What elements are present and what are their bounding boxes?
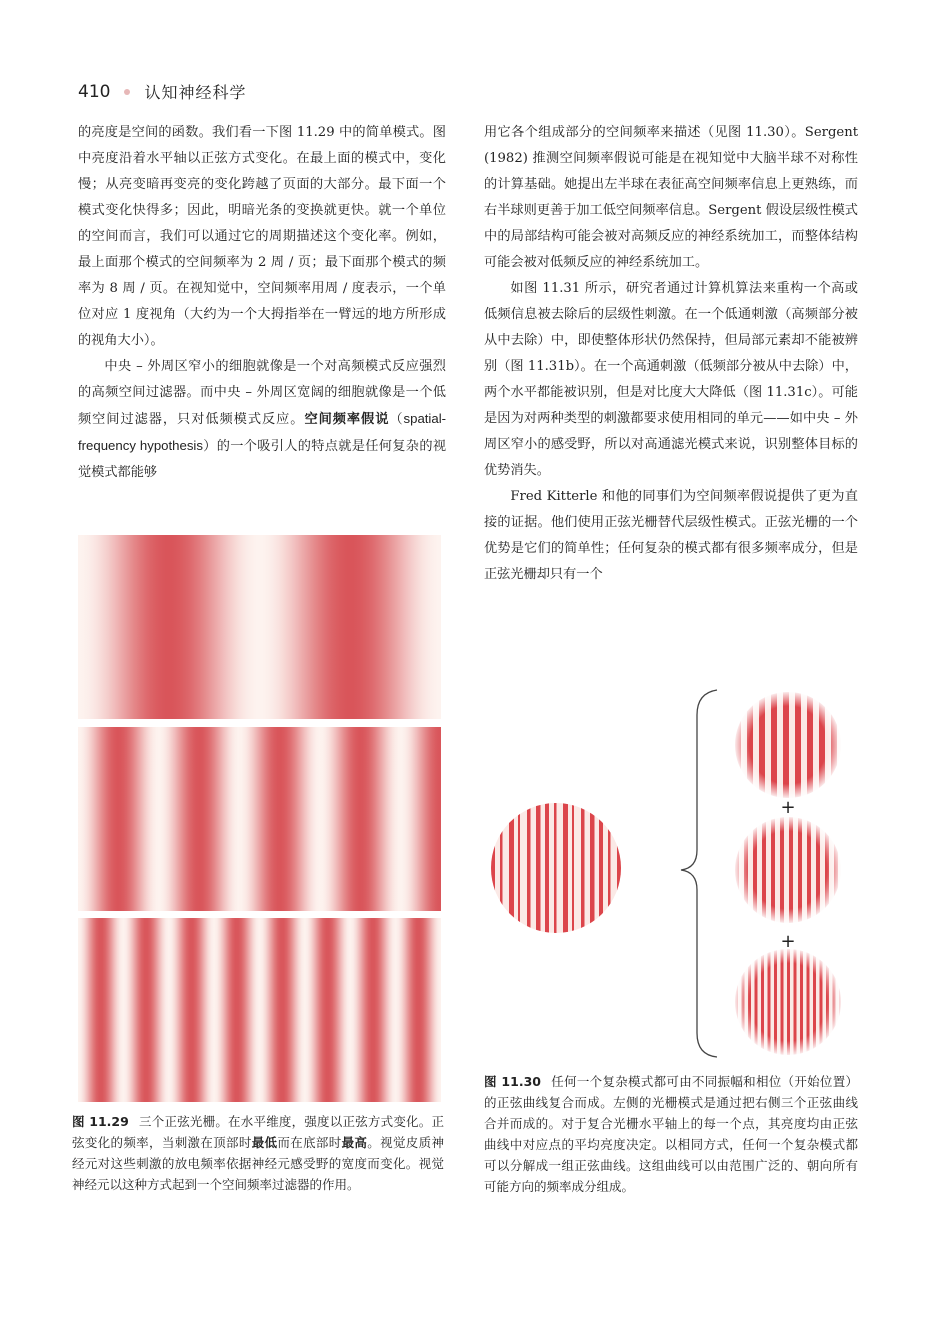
- caption-29-highest: 最高: [341, 1135, 368, 1150]
- grating-stripe: [545, 685, 549, 1063]
- low-frequency-grating: [78, 535, 441, 719]
- grating-stripe: [599, 685, 603, 1063]
- spatial-frequency-english: （spatial-frequency hypothesis）: [78, 411, 447, 453]
- grating-stripe: [617, 685, 622, 1063]
- book-title: 认知神经科学: [144, 83, 247, 102]
- grating-stripe: [527, 685, 531, 1063]
- figure-11-30-diagram: [485, 685, 855, 1063]
- figure-11-30-caption: [484, 1071, 858, 1197]
- grating-stripe: [518, 685, 520, 1063]
- plus-sign-2: +: [780, 931, 796, 952]
- left-paragraph-1: 的亮度是空间的函数。我们看一下图 11.29 中的简单模式。图中亮度沿着水平轴以正弦方式变化。在最上面的模式中，变化慢；从亮变暗再变亮的变化跨越了页面的大部分。最下面一个模式变化快得多；因此，明暗光条的变换就更快。就一个单位的空间而言，我们可以通过它的周期描述这个变化率。例如，最上面那个模式的空间频率为 2 周 / 页；最下面那个模式的频率为 8 周 / 页。在视知觉中，空间频率用周 / 度表示，一个单位对应 1 度视角（大约为一个大拇指举在一臂远的地方所形成的视角大小）。: [78, 125, 446, 348]
- caption-29-lowest: 最低: [251, 1135, 278, 1150]
- figure-11-30-label: 图 11.30: [484, 1074, 541, 1089]
- grating-stripe: [509, 685, 514, 1063]
- fade-overlay-1: [734, 691, 842, 799]
- high-frequency-grating-fill: [78, 918, 441, 1102]
- caption-29-part-b: 而在底部时: [277, 1135, 342, 1150]
- fade-overlay-3: [734, 948, 842, 1056]
- figure-11-29-caption: [72, 1111, 444, 1195]
- caption-30-text: 任何一个复杂模式都可由不同振幅和相位（开始位置）的正弦曲线复合而成。左侧的光栅模式是通过把右侧三个正弦曲线合并而成的。对于复合光栅水平轴上的每一个点，其亮度均由正弦曲线中对应点的平均亮度决定。以相同方式，任何一个复杂模式都可以分解成一组正弦曲线。这组曲线可以由范围广泛的、朝向所有可能方向的频率成分组成。: [484, 1074, 858, 1194]
- left-column-text: [78, 120, 446, 486]
- high-frequency-grating: [78, 918, 441, 1102]
- medium-frequency-grating: [78, 727, 441, 911]
- page-header: [78, 80, 246, 103]
- figure-11-29-label: 图 11.29: [72, 1114, 129, 1129]
- grating-stripe: [536, 685, 541, 1063]
- spatial-frequency-term: 空间频率假说: [304, 412, 390, 427]
- right-paragraph-2: 如图 11.31 所示，研究者通过计算机算法来重构一个高或低频信息被去除后的层级性刺激。在一个低通刺激（高频部分被从中去除）中，即使整体形状仍然保持，但局部元素却不能被辨别（图 11.31b）。在一个高通刺激（低频部分被从中去除）中，两个水平都能被识别，但是对比度大大降低（图 11.31c）。可能是因为对两种类型的刺激都要求使用相同的单元——如中央 – 外周区窄小的感受野，所以对高通滤光模式来说，识别整体目标的优势消失。: [484, 281, 858, 478]
- caption-29-part-a: 三个正弦光栅。在水平维度，强度以正弦方式变化。正弦变化的频率，当刺激在顶部时: [72, 1114, 444, 1150]
- grating-stripe: [572, 685, 574, 1063]
- grating-stripe: [608, 685, 611, 1063]
- right-paragraph-3: Fred Kitterle 和他的同事们为空间频率假说提供了更为直接的证据。他们使用正弦光栅替代层级性模式。正弦光栅的一个优势是它们的简单性；任何复杂的模式都有很多频率成分，但是正弦光栅却只有一个: [484, 489, 858, 582]
- grating-stripe: [581, 685, 585, 1063]
- left-paragraph-2-end: 的一个吸引人的特点就是任何复杂的视觉模式都能够: [78, 439, 447, 480]
- left-paragraph-2-text: 中央 – 外周区窄小的细胞就像是一个对高频模式反应强烈的高频空间过滤器。而中央 – 外周区宽阔的细胞就像是一个低频空间过滤器，只对低频模式反应。: [78, 359, 446, 427]
- medium-frequency-grating-fill: [78, 727, 441, 911]
- grating-stripe: [491, 685, 495, 1063]
- grating-stripe: [563, 685, 568, 1063]
- fade-overlay-2: [734, 816, 842, 924]
- left-paragraph-2: [78, 354, 446, 486]
- low-frequency-grating-fill: [78, 535, 441, 719]
- grating-stripe: [500, 685, 503, 1063]
- caption-29-part-c: 。视觉皮质神经元对这些刺激的放电频率依据神经元感受野的宽度而变化。视觉神经元以这种方式起到一个空间频率过滤器的作用。: [72, 1135, 444, 1192]
- grating-stripe: [554, 685, 557, 1063]
- header-dot-icon: [124, 89, 130, 95]
- page-number: 410: [78, 81, 111, 102]
- grating-stripe: [590, 685, 595, 1063]
- brace-icon: [681, 690, 717, 1057]
- composite-grating-circle: [491, 685, 622, 1063]
- right-column-text: [484, 120, 858, 588]
- plus-sign-1: +: [780, 797, 796, 818]
- right-paragraph-1: 用它各个组成部分的空间频率来描述（见图 11.30）。Sergent (1982) 推测空间频率假说可能是在视知觉中大脑半球不对称性的计算基础。她提出左半球在表征高空间频率信息上更熟练，而右半球则更善于加工低空间频率信息。Sergent 假设层级性模式中的局部结构可能会被对高频反应的神经系统加工，而整体结构可能会被对低频反应的神经系统加工。: [484, 125, 858, 270]
